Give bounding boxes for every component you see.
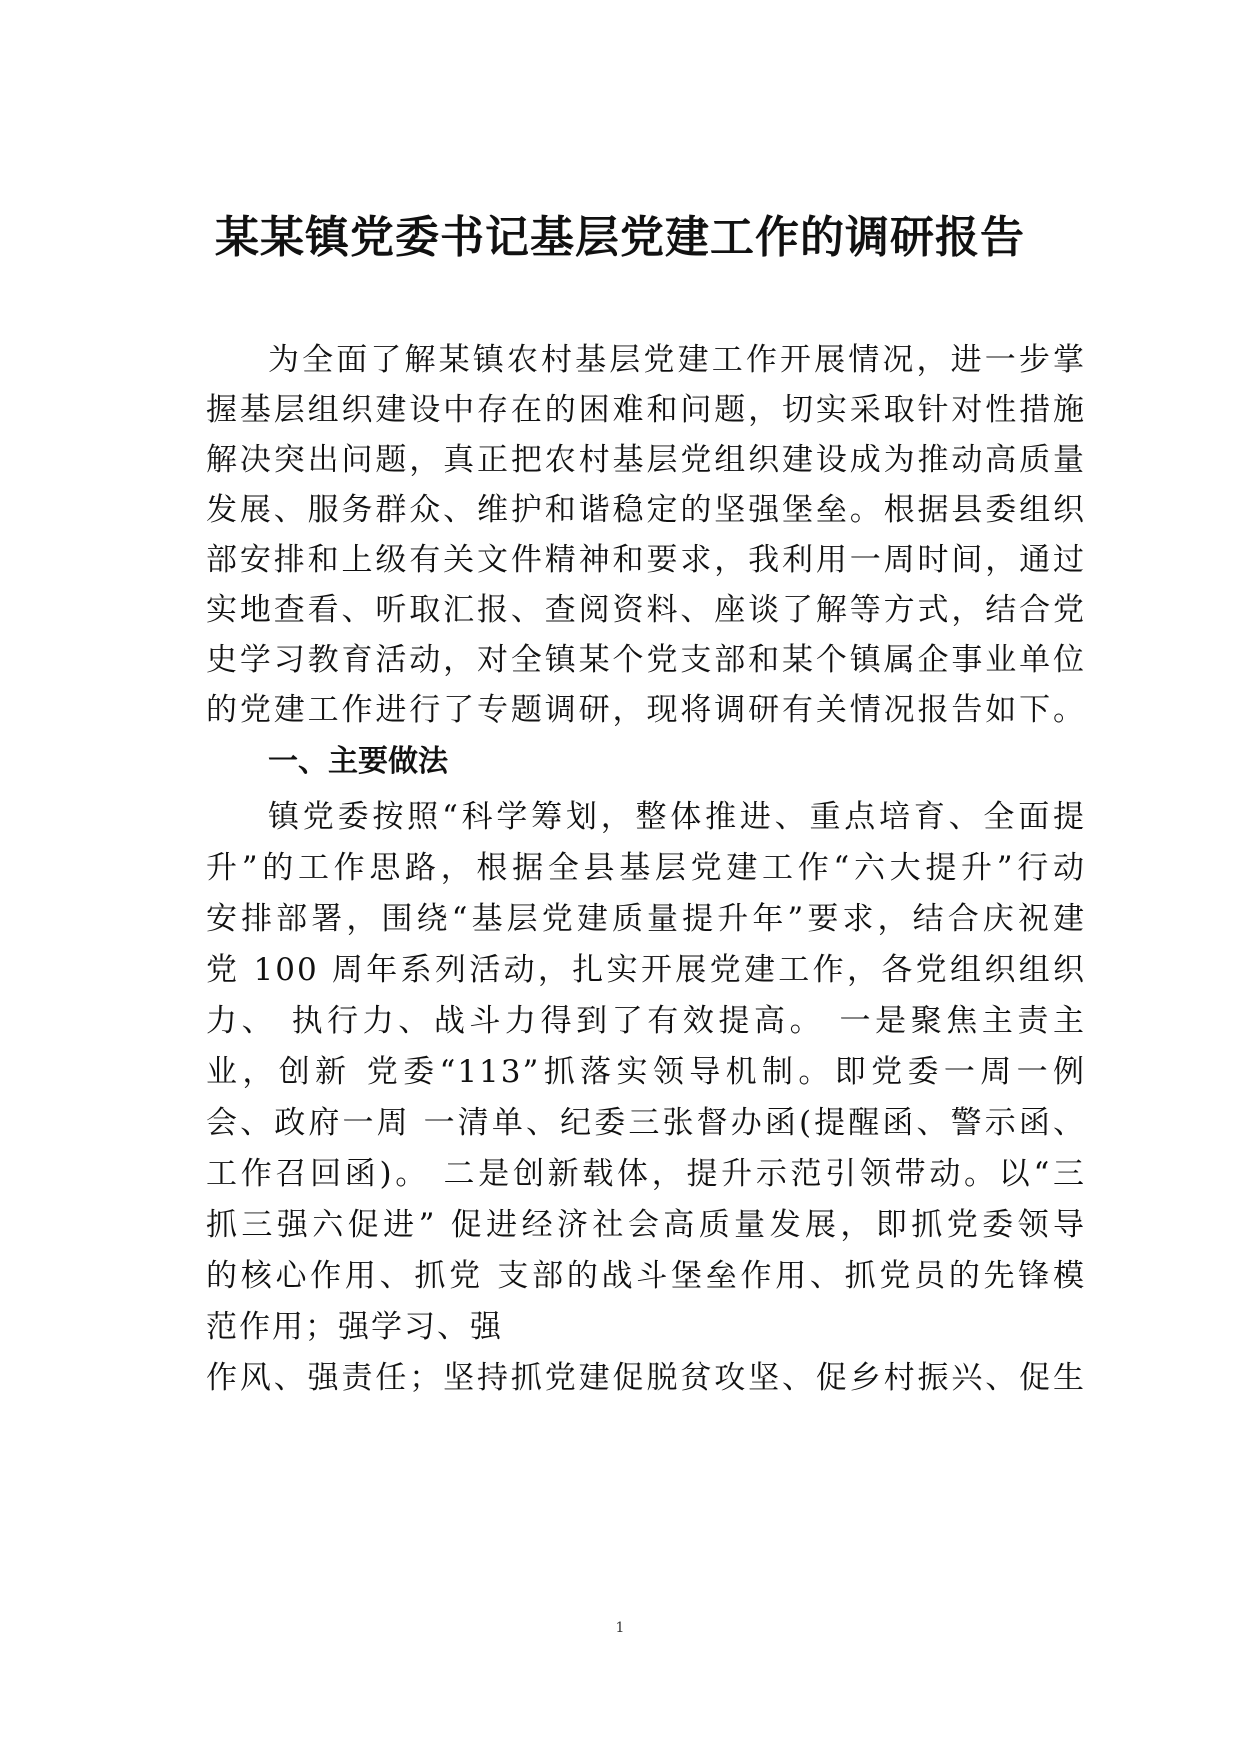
section-heading: 一、主要做法 <box>268 744 448 779</box>
document-title: 某某镇党委书记基层党建工作的调研报告 <box>215 212 1025 263</box>
body-line-12: 作风、强责任；坚持抓党建促脱贫攻坚、促乡村振兴、促生 <box>206 1360 1086 1396</box>
body-line-6: 业，创新 党委“113”抓落实领导机制。即党委一周一例 <box>206 1054 1086 1090</box>
page-number: 1 <box>615 1620 625 1636</box>
intro-line-4: 发展、服务群众、维护和谐稳定的坚强堡垒。根据县委组织 <box>206 492 1086 528</box>
body-line-11: 范作用；强学习、强 <box>206 1309 503 1345</box>
intro-line-6: 实地查看、听取汇报、查阅资料、座谈了解等方式，结合党 <box>206 592 1086 628</box>
body-line-1: 镇党委按照“科学筹划，整体推进、重点培育、全面提 <box>268 799 1086 835</box>
intro-line-3: 解决突出问题，真正把农村基层党组织建设成为推动高质量 <box>206 442 1086 478</box>
body-line-5: 力、 执行力、战斗力得到了有效提高。 一是聚焦主责主 <box>206 1003 1086 1039</box>
intro-line-8: 的党建工作进行了专题调研，现将调研有关情况报告如下。 <box>206 692 1086 728</box>
intro-line-5: 部安排和上级有关文件精神和要求，我利用一周时间，通过 <box>206 542 1086 578</box>
body-line-10: 的核心作用、抓党 支部的战斗堡垒作用、抓党员的先锋模 <box>206 1258 1086 1294</box>
body-line-3: 安排部署，围绕“基层党建质量提升年”要求，结合庆祝建 <box>206 901 1086 937</box>
body-line-7: 会、政府一周 一清单、纪委三张督办函(提醒函、警示函、 <box>206 1105 1086 1141</box>
intro-line-1: 为全面了解某镇农村基层党建工作开展情况，进一步掌 <box>268 342 1086 378</box>
body-line-4: 党 100 周年系列活动，扎实开展党建工作，各党组织组织 <box>206 952 1086 988</box>
body-line-2: 升”的工作思路，根据全县基层党建工作“六大提升”行动 <box>206 850 1086 886</box>
body-line-8: 工作召回函)。 二是创新载体，提升示范引领带动。以“三 <box>206 1156 1086 1192</box>
body-line-9: 抓三强六促进” 促进经济社会高质量发展，即抓党委领导 <box>206 1207 1086 1243</box>
intro-line-2: 握基层组织建设中存在的困难和问题，切实采取针对性措施 <box>206 392 1086 428</box>
intro-line-7: 史学习教育活动，对全镇某个党支部和某个镇属企事业单位 <box>206 642 1086 678</box>
